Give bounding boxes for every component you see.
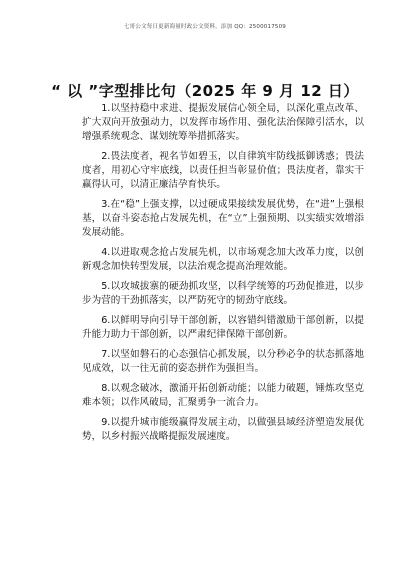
list-item: 4.以进取观念抢占发展先机，以市场观念加大改革力度，以创新观念加快转型发展，以法治观念提高治理效能。 — [82, 247, 364, 272]
list-item: 6.以鲜明导向引导干部创新，以容错纠错激励干部创新，以提升能力助力干部创新，以严肃纪律保障干部创新。 — [82, 315, 364, 340]
list-item: 8.以观念破冰，激涌开拓创新动能；以能力破题，锤炼攻坚克难本领；以作风破局，汇聚勇争一流合力。 — [82, 383, 364, 408]
list-item: 7.以坚如磐石的心态强信心抓发展，以分秒必争的状态抓落地见成效，以一往无前的姿态拼作为强担当。 — [82, 349, 364, 374]
document-title: “ 以 ”字型排比句（2025 年 9 月 12 日） — [51, 82, 359, 100]
header-note: 七哥公文每日更新海量时政公文资料，添加 QQ：2500017509 — [123, 24, 286, 30]
list-item: 1.以坚持稳中求进、提振发展信心领全局，以深化重点改革、扩大双向开放强动力，以发挥市场作用、强化法治保障引活水，以增强系统观念、谋划统筹举措抓落实。 — [82, 103, 364, 142]
list-item: 2.畏法度者，视名节如碧玉，以自律筑牢防线抵御诱惑；畏法度者，用初心守牢底线，以责任担当彰显价值；畏法度者，靠实干赢得认可，以清正廉洁孕育快乐。 — [82, 151, 364, 190]
list-item: 3.在“稳”上强支撑，以过硬成果接续发展优势，在“进”上强根基，以奋斗姿态抢占发展先机，在“立”上强预期、以实绩实效增添发展动能。 — [82, 199, 364, 238]
list-item: 9.以提升城市能级赢得发展主动，以做强县域经济塑造发展优势，以乡村振兴战略提振发展速度。 — [82, 417, 364, 442]
list-item: 5.以攻城拔寨的硬劲抓攻坚，以科学统筹的巧劲促推进，以步步为营的干劲抓落实，以严防死守的韧劲守底线。 — [82, 281, 364, 306]
item-list — [82, 102, 364, 450]
